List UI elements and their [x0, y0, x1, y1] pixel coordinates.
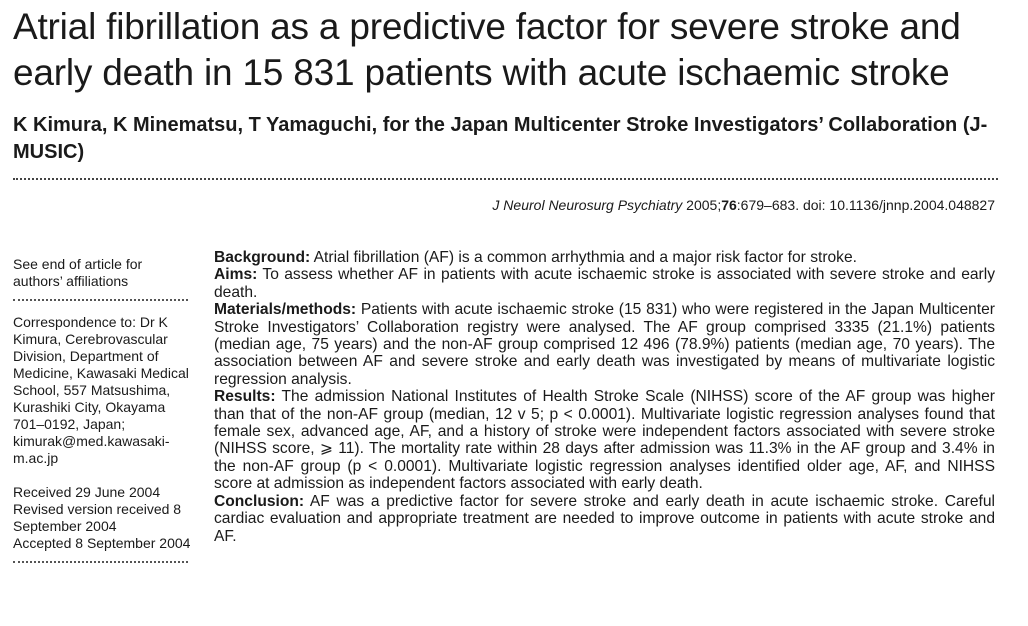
- background-label: Background:: [214, 249, 311, 266]
- abstract-background: [214, 249, 995, 266]
- correspondence-address: Correspondence to: Dr K Kimura, Cerebrovascular Division, Department of Medicine, Kawasaki Medical School, 557 Matsushima, Kurashiki City, Okayama 701–0192, Japan; kimurak@med.kawasaki-m.ac.jp: [13, 314, 189, 466]
- received-date: Received 29 June 2004: [13, 484, 161, 500]
- background-text: Atrial fibrillation (AF) is a common arrhythmia and a major risk factor for stroke.: [310, 249, 857, 266]
- header-divider: [13, 178, 998, 180]
- results-label: Results:: [214, 388, 276, 406]
- citation: [492, 197, 995, 213]
- sidebar: [13, 256, 193, 576]
- methods-label: Materials/methods:: [214, 301, 357, 319]
- sidebar-divider-bottom: [13, 561, 188, 563]
- journal-name: J Neurol Neurosurg Psychiatry: [492, 197, 683, 213]
- citation-year: 2005;: [686, 197, 722, 213]
- conclusion-text: AF was a predictive factor for severe stroke and early death in acute ischaemic stroke. Careful cardiac evaluation and appropriate treatment are needed to improve outcome in patients with acute stroke and AF.: [214, 492, 995, 545]
- spacer: [13, 467, 193, 484]
- author-list: K Kimura, K Minematsu, T Yamaguchi, for the Japan Multicenter Stroke Investigators’ Collaboration (J-MUSIC): [13, 114, 988, 163]
- abstract-conclusion: [214, 493, 995, 545]
- citation-pages-doi: :679–683. doi: 10.1136/jnnp.2004.048827: [736, 197, 995, 213]
- affiliations-note: See end of article for authors’ affiliations: [13, 256, 143, 289]
- article-title: Atrial fibrillation as a predictive factor for severe stroke and early death in 15 831 patients with acute ischaemic stroke: [13, 6, 961, 93]
- abstract-aims: [214, 266, 995, 301]
- results-text: The admission National Institutes of Health Stroke Scale (NIHSS) score of the AF group was higher than that of the non-AF group (median, 12 v 5; p < 0.0001). Multivariate logistic regression analyses found that female sex, advanced age, AF, and a history of stroke were independent factors associated with severe stroke (NIHSS score, ⩾ 11). The mortality rate within 28 days after admission was 11.3% in the AF group and 3.4% in the non-AF group (p < 0.0001). Multivariate logistic regression analyses identified older age, AF, and NIHSS score at admission as independent factors associated with early death.: [214, 388, 995, 493]
- citation-volume: 76: [721, 197, 737, 213]
- aims-label: Aims:: [214, 266, 258, 284]
- revised-date: Revised version received 8 September 2004: [13, 501, 182, 534]
- abstract: [214, 249, 995, 545]
- abstract-results: [214, 388, 995, 492]
- accepted-date: Accepted 8 September 2004: [13, 535, 191, 551]
- methods-text: Patients with acute ischaemic stroke (15 831) who were registered in the Japan Multicenter Stroke Investigators’ Collaboration registry were analysed. The AF group comprised 3335 (21.1%) patients (median age, 75 years) and the non-AF group comprised 12 496 (78.9%) patients (median age, 70 years). The association between AF and severe stroke and early death was investigated by means of multivariate logistic regression analysis.: [214, 301, 995, 388]
- conclusion-label: Conclusion:: [214, 492, 305, 510]
- aims-text: To assess whether AF in patients with acute ischaemic stroke is associated with severe stroke and early death.: [214, 266, 995, 301]
- sidebar-divider: [13, 299, 188, 301]
- abstract-methods: [214, 301, 995, 388]
